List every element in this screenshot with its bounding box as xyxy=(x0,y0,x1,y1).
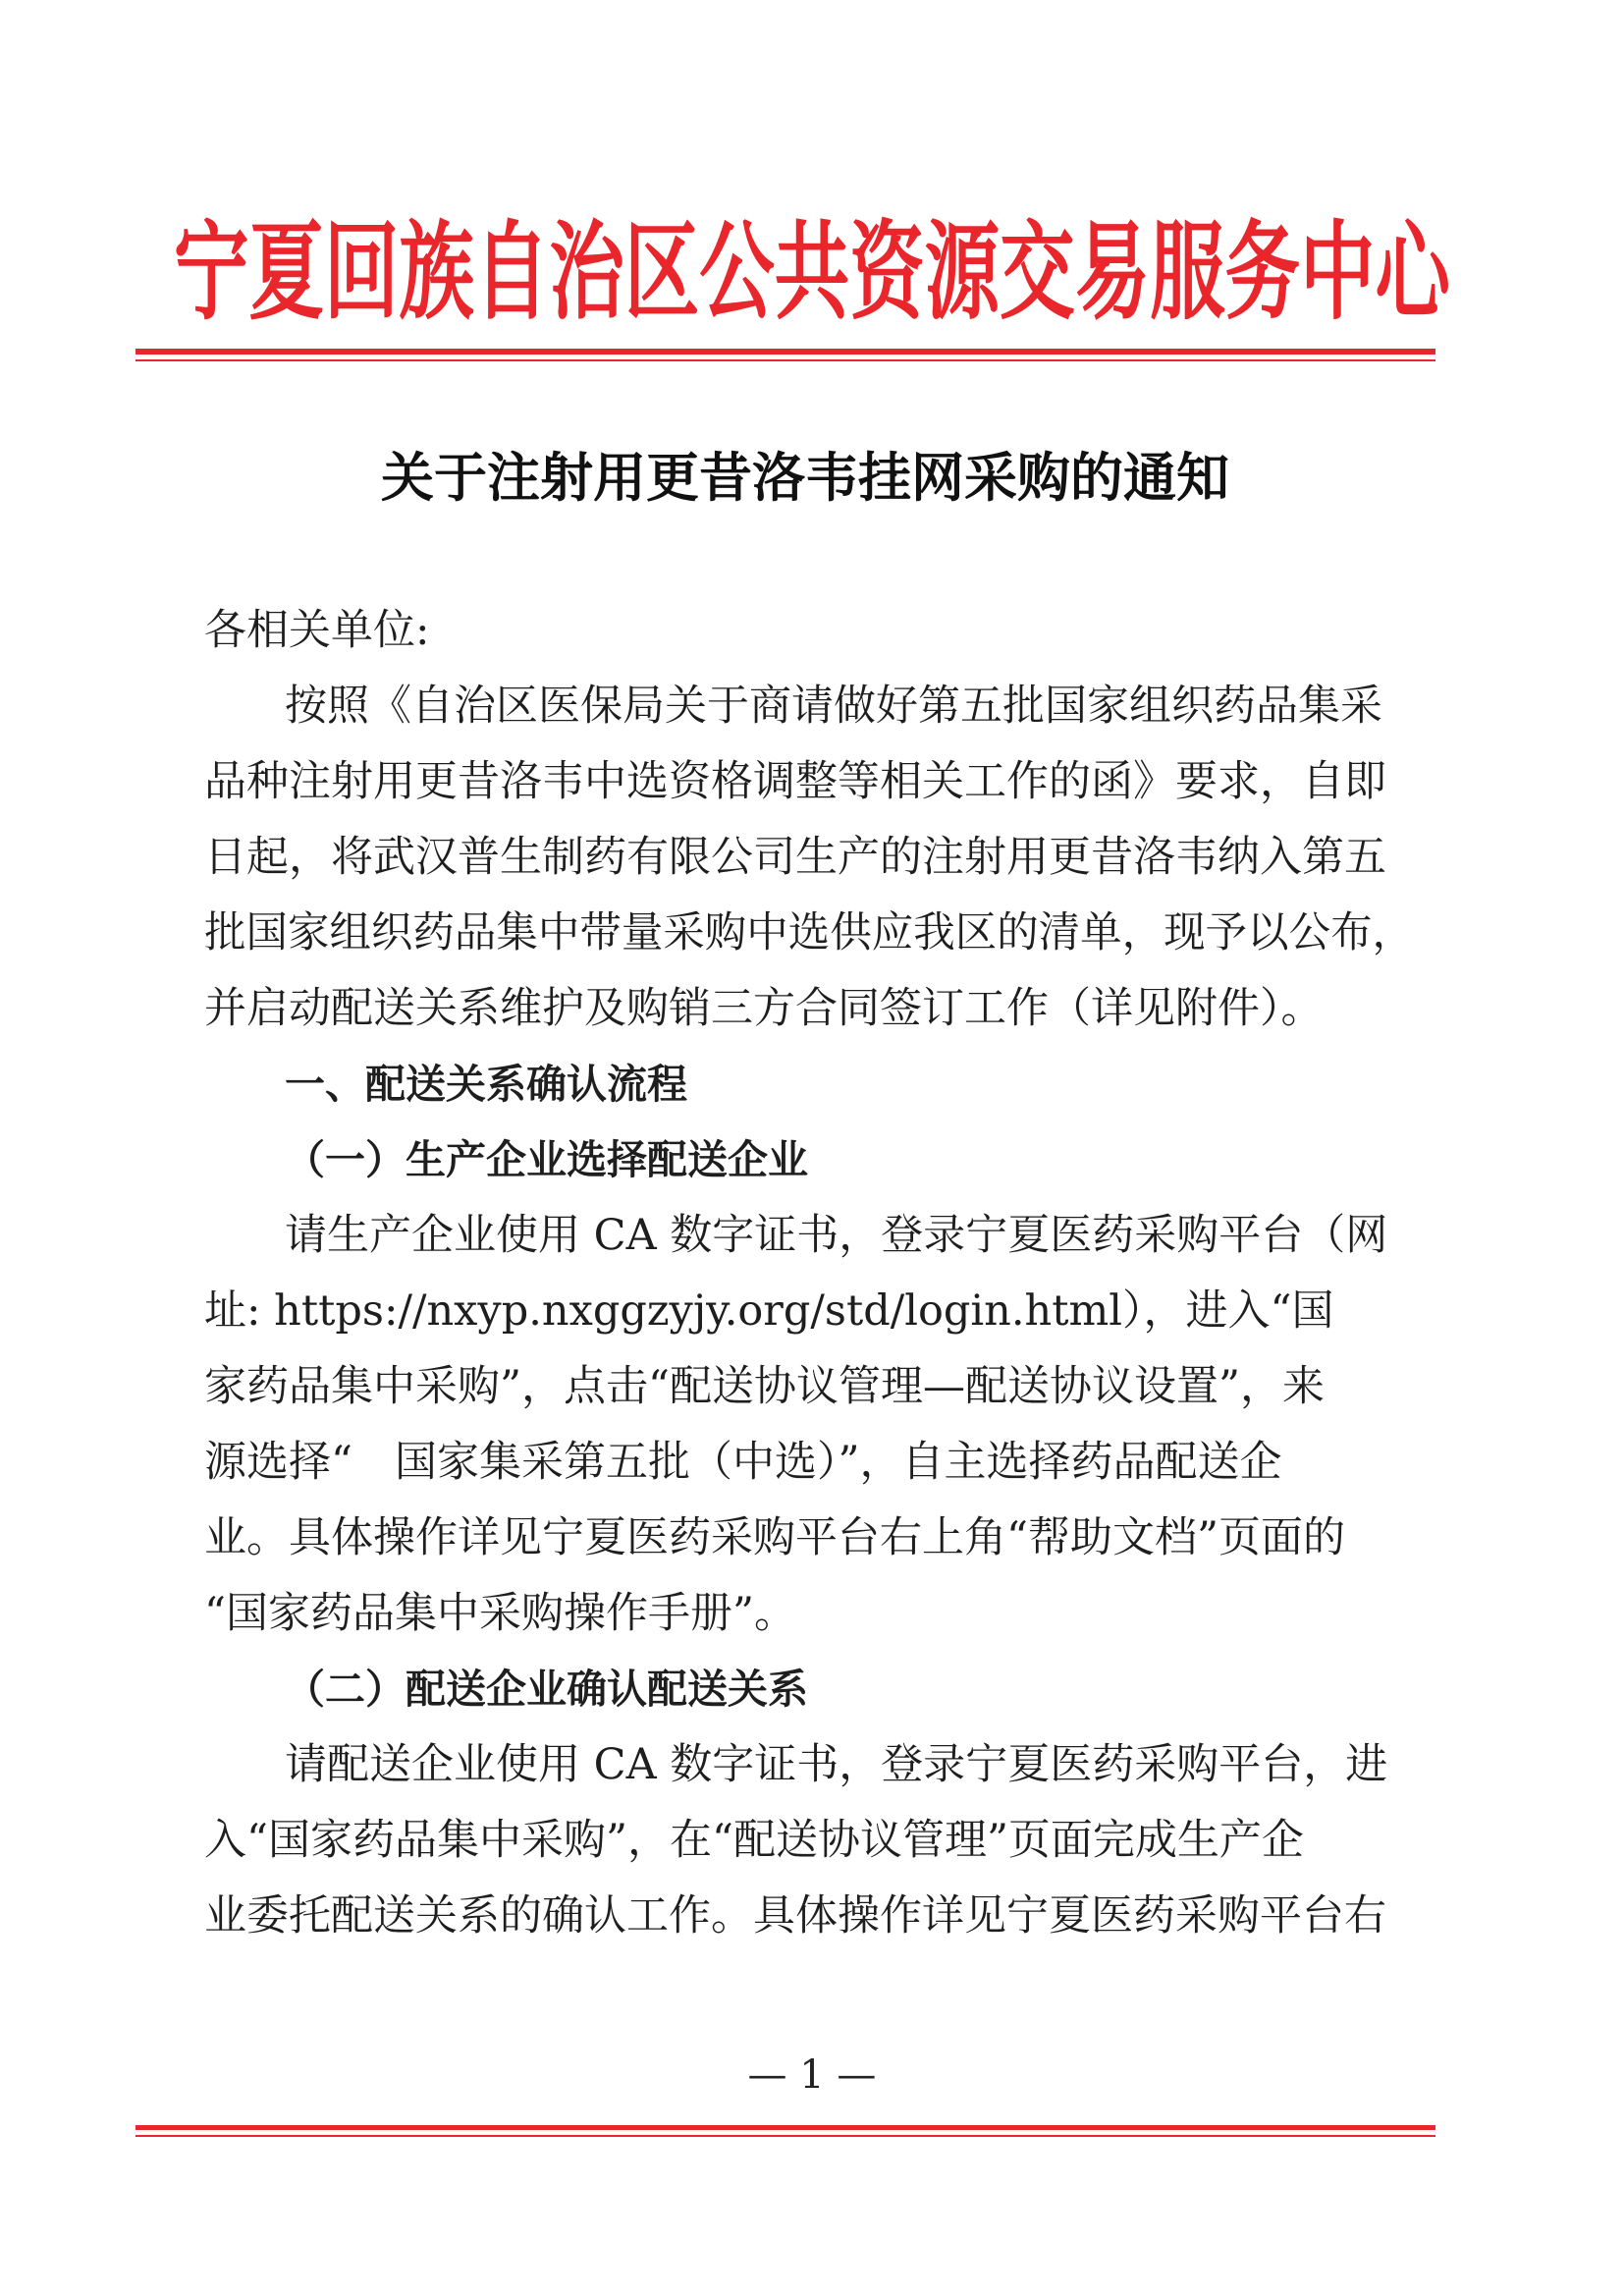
document-title: 关于注射用更昔洛韦挂网采购的通知 xyxy=(381,447,1229,509)
body-line-12: 请配送企业使用 CA 数字证书，登录宁夏医药采购平台，进 xyxy=(285,1740,1388,1789)
organization-header: 宁夏回族自治区公共资源交易服务中心 xyxy=(174,208,1451,335)
body-line-2: 品种注射用更昔洛韦中选资格调整等相关工作的函》要求，自即 xyxy=(204,757,1386,806)
footer-red-rule-thin xyxy=(135,2135,1435,2137)
header-red-rule-thin xyxy=(135,359,1435,361)
body-line-3: 日起，将武汉普生制药有限公司生产的注射用更昔洛韦纳入第五 xyxy=(204,833,1386,882)
body-line-9: 源选择“ 国家集采第五批（中选）”，自主选择药品配送企 xyxy=(204,1438,1282,1487)
body-line-6: 请生产企业使用 CA 数字证书，登录宁夏医药采购平台（网 xyxy=(285,1211,1388,1260)
body-line-1: 按照《自治区医保局关于商请做好第五批国家组织药品集采 xyxy=(285,682,1382,731)
body-line-14: 业委托配送关系的确认工作。具体操作详见宁夏医药采购平台右 xyxy=(204,1891,1386,1941)
subsection-heading-1: （一）生产企业选择配送企业 xyxy=(285,1136,808,1183)
footer-red-rule-thick xyxy=(135,2125,1435,2130)
body-line-10: 业。具体操作详见宁夏医药采购平台右上角“帮助文档”页面的 xyxy=(204,1513,1345,1562)
body-line-5: 并启动配送关系维护及购销三方合同签订工作（详见附件）。 xyxy=(204,984,1324,1033)
subsection-heading-2: （二）配送企业确认配送关系 xyxy=(285,1666,808,1713)
page-number: — 1 — xyxy=(747,2052,877,2098)
section-heading-1: 一、配送关系确认流程 xyxy=(285,1061,687,1108)
body-line-7: 址: https://nxyp.nxggzyjy.org/std/login.html），进入“国 xyxy=(204,1286,1334,1336)
body-line-4: 批国家组织药品集中带量采购中选供应我区的清单，现予以公布， xyxy=(204,908,1415,957)
body-line-11: “国家药品集中采购操作手册”。 xyxy=(204,1589,796,1638)
body-line-8: 家药品集中采购”，点击“配送协议管理—配送协议设置”，来 xyxy=(204,1362,1325,1411)
body-line-13: 入“国家药品集中采购”，在“配送协议管理”页面完成生产企 xyxy=(204,1816,1304,1865)
salutation: 各相关单位: xyxy=(204,606,430,655)
header-red-rule-thick xyxy=(135,349,1435,355)
